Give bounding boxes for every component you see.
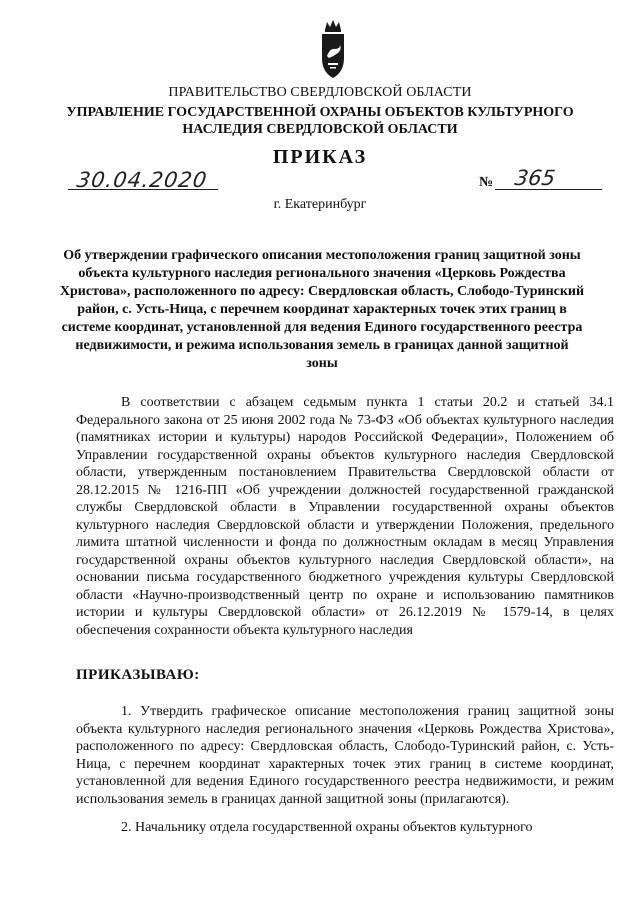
document-number: 365 (513, 166, 557, 190)
order-item-1: 1. Утвердить графическое описание местоположения границ защитной зоны объекта культурного наследия регионального значения «Церковь Рождества Христова», расположенного по адресу: Свердловская область, Слободо-Туринский район, с. Усть-Ница, с перечнем координат характерных точек этих границ в системе координат, установленной для ведения Единого государственного реестра недвижимости, и режим использования земель в границах данной защитной зоны (прилагаются). (76, 704, 614, 807)
document-date: 30.04.2020 (75, 168, 209, 192)
order-item-2: 2. Начальнику отдела государственной охраны объектов культурного (121, 820, 533, 835)
coat-of-arms-icon (318, 18, 348, 80)
number-underline (495, 189, 602, 190)
city: г. Екатеринбург (273, 197, 367, 212)
department-name: УПРАВЛЕНИЕ ГОСУДАРСТВЕННОЙ ОХРАНЫ ОБЪЕКТОВ КУЛЬТУРНОГО НАСЛЕДИЯ СВЕРДЛОВСКОЙ ОБЛАСТИ (66, 105, 574, 137)
preamble-paragraph: В соответствии с абзацем седьмым пункта 1 статьи 20.2 и статьей 34.1 Федерального закона от 25 июня 2002 года № 73-ФЗ «Об объектах культурного наследия (памятниках истории и культуры) народов Российской Федерации», Положением об Управлении государственной охраны объектов культурного наследия Свердловской области, утвержденным постановлением Правительства Свердловской области от 28.12.2015 № 1216-ПП «Об учреждении должностей государственной гражданской службы Свердловской области в Управлении государственной охраны объектов культурного наследия Свердловской области и утверждении Положения, предельного лимита штатной численности и фонда по должностным окладам в месяц Управления государственной охраны объектов культурного наследия Свердловской области», на основании письма государственного бюджетного учреждения культуры Свердловской области «Научно-производственный центр по охране и использованию памятников истории и культуры Свердловской области» от 26.12.2019 № 1579-14, в целях обеспечения сохранности объекта культурного наследия (76, 395, 614, 638)
order-subject: Об утверждении графического описания местоположения границ защитной зоны объекта культурного наследия регионального значения «Церковь Рождества Христова», расположенного по адресу: Свердловская область, Слободо-Туринский район, с. Усть-Ница, с перечнем координат характерных точек этих границ в системе координат, установленной для ведения Единого государственного реестра недвижимости, и режима использования земель в границах данной защитной зоны (59, 248, 585, 371)
government-name: ПРАВИТЕЛЬСТВО СВЕРДЛОВСКОЙ ОБЛАСТИ (168, 85, 472, 100)
number-label: № (479, 175, 494, 190)
date-underline (68, 189, 218, 190)
order-heading: ПРИКАЗЫВАЮ: (76, 667, 200, 683)
document-title: ПРИКАЗ (272, 146, 368, 168)
